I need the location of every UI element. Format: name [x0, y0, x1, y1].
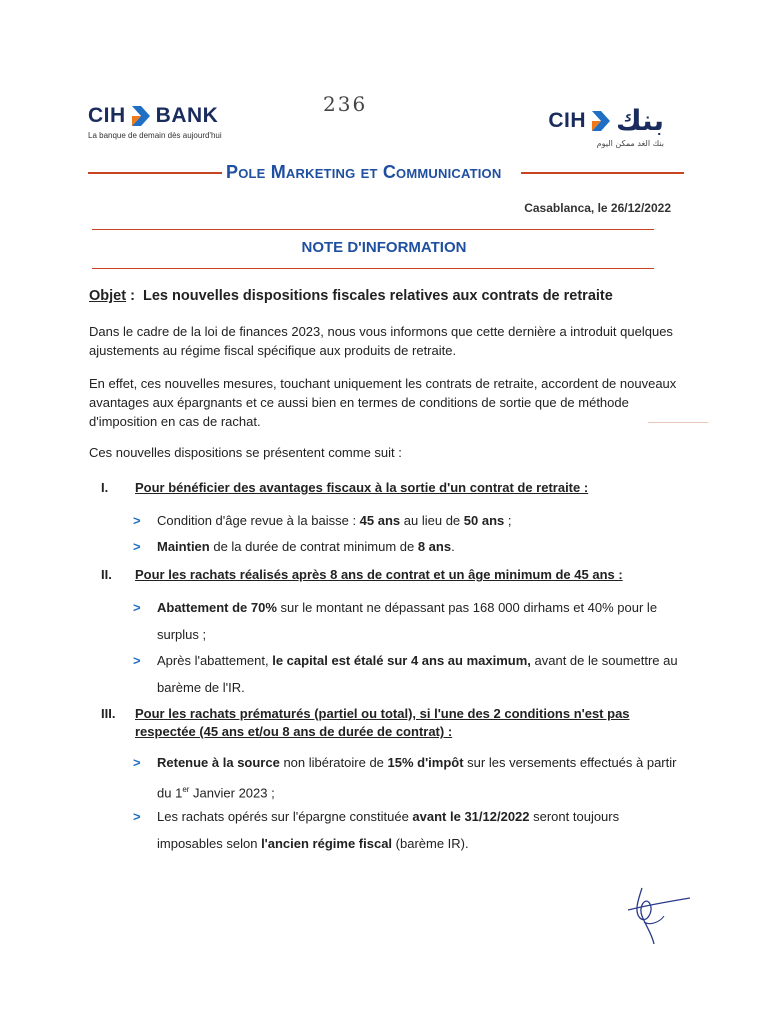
bullet-text: seront toujours imposables selon	[157, 809, 620, 851]
bullet-arrow-icon: >	[133, 755, 141, 770]
bullet-text: Après l'abattement,	[157, 653, 273, 668]
logo-tagline: La banque de demain dès aujourd'hui	[88, 131, 222, 140]
bullet-arrow-icon: >	[133, 513, 141, 528]
section-title: Pour bénéficier des avantages fiscaux à la sortie d'un contrat de retraite :	[135, 480, 589, 495]
bullet-text: (barème IR).	[392, 836, 469, 851]
bullet-text: ;	[504, 513, 512, 528]
document-date: Casablanca, le 26/12/2022	[524, 201, 671, 215]
pole-rule-left	[88, 172, 222, 174]
list-item	[133, 803, 683, 857]
cih-arrow-logo-right-icon	[590, 109, 612, 133]
margin-mark	[648, 422, 708, 423]
logo-cih-text: CIH	[88, 104, 126, 127]
list-item	[133, 594, 683, 648]
title-rule-bottom	[92, 268, 654, 269]
logo-right-cih-text: CIH	[548, 108, 586, 132]
cih-bank-logo	[88, 104, 222, 140]
subject-separator: :	[126, 288, 135, 304]
subject-text: Les nouvelles dispositions fiscales relatives aux contrats de retraite	[142, 288, 613, 304]
bullet-text: avant de le soumettre au barème de l'IR.	[157, 653, 678, 695]
pole-rule-right	[521, 172, 684, 174]
stamp-number: 236	[323, 92, 368, 116]
list-item	[133, 647, 683, 701]
logo-bank-text: BANK	[155, 104, 219, 127]
bullet-bold: 8 ans	[417, 539, 452, 554]
subject-label: Objet	[89, 288, 127, 304]
signature-icon	[620, 882, 695, 952]
section-number: II.	[101, 567, 112, 582]
bullet-bold: l'ancien régime fiscal	[261, 836, 393, 851]
bullet-text: au lieu de	[400, 513, 464, 528]
bullet-text: Condition d'âge revue à la baisse :	[157, 513, 360, 528]
section-heading-3	[101, 705, 681, 741]
list-item	[133, 749, 683, 806]
bullet-arrow-icon: >	[133, 653, 141, 668]
bullet-bold: 15% d'impôt	[387, 755, 464, 770]
bullet-text: non libératoire de	[279, 755, 388, 770]
section-title: Pour les rachats réalisés après 8 ans de contrat et un âge minimum de 45 ans :	[135, 567, 623, 582]
paragraph-measures: En effet, ces nouvelles mesures, touchant uniquement les contrats de retraite, accordent de nouveaux avantages aux épargnants et ce aussi bien en termes de conditions de sortie que de méthode d'imposition en cas de rachat.	[89, 376, 677, 429]
superscript: er	[182, 785, 190, 794]
bullet-bold: le capital est étalé sur 4 ans au maximum,	[272, 653, 531, 668]
logo-arabic-tagline: بنك الغد ممكن اليوم	[596, 139, 664, 148]
section-heading-2	[101, 566, 681, 584]
bullet-text: sur le montant ne dépassant pas 168 000 dirhams et 40% pour le surplus ;	[157, 600, 658, 642]
logo-arabic-text: بنك	[615, 104, 664, 137]
bullet-bold: Retenue à la source	[157, 755, 280, 770]
bullet-text: de la durée de contrat minimum de	[209, 539, 418, 554]
section-number: I.	[101, 480, 109, 495]
bullet-text: Les rachats opérés sur l'épargne constituée	[157, 809, 413, 824]
bullet-arrow-icon: >	[133, 600, 141, 615]
paragraph-intro: Dans le cadre de la loi de finances 2023, nous vous informons que cette dernière a introduit quelques ajustements au régime fiscal spécifique aux produits de retraite.	[89, 324, 673, 358]
title-rule-top	[92, 229, 654, 230]
list-item	[133, 538, 683, 556]
section-heading-1	[101, 479, 681, 497]
list-item	[133, 512, 683, 530]
bullet-text: .	[451, 539, 455, 554]
bullet-bold: 50 ans	[463, 513, 505, 528]
bullet-text: Janvier 2023 ;	[189, 785, 275, 801]
bullet-bold: avant le 31/12/2022	[412, 809, 530, 824]
subject-line	[89, 288, 613, 304]
section-number: III.	[101, 706, 116, 721]
bullet-arrow-icon: >	[133, 809, 141, 824]
note-title: NOTE D'INFORMATION	[301, 239, 467, 256]
paragraph-list-intro: Ces nouvelles dispositions se présentent comme suit :	[89, 445, 402, 460]
bullet-bold: 45 ans	[359, 513, 401, 528]
cih-arabic-logo	[548, 104, 664, 148]
pole-title: Pole Marketing et Communication	[226, 162, 502, 182]
section-title: Pour les rachats prématurés (partiel ou total), si l'une des 2 conditions n'est pas respectée (45 ans et/ou 8 ans de durée de contrat) :	[135, 706, 630, 739]
cih-arrow-logo-icon	[130, 104, 152, 128]
bullet-text: sur les versements effectués à partir du 1	[157, 755, 677, 801]
bullet-bold: Maintien	[157, 539, 210, 554]
bullet-arrow-icon: >	[133, 539, 141, 554]
bullet-bold: Abattement de 70%	[157, 600, 277, 615]
